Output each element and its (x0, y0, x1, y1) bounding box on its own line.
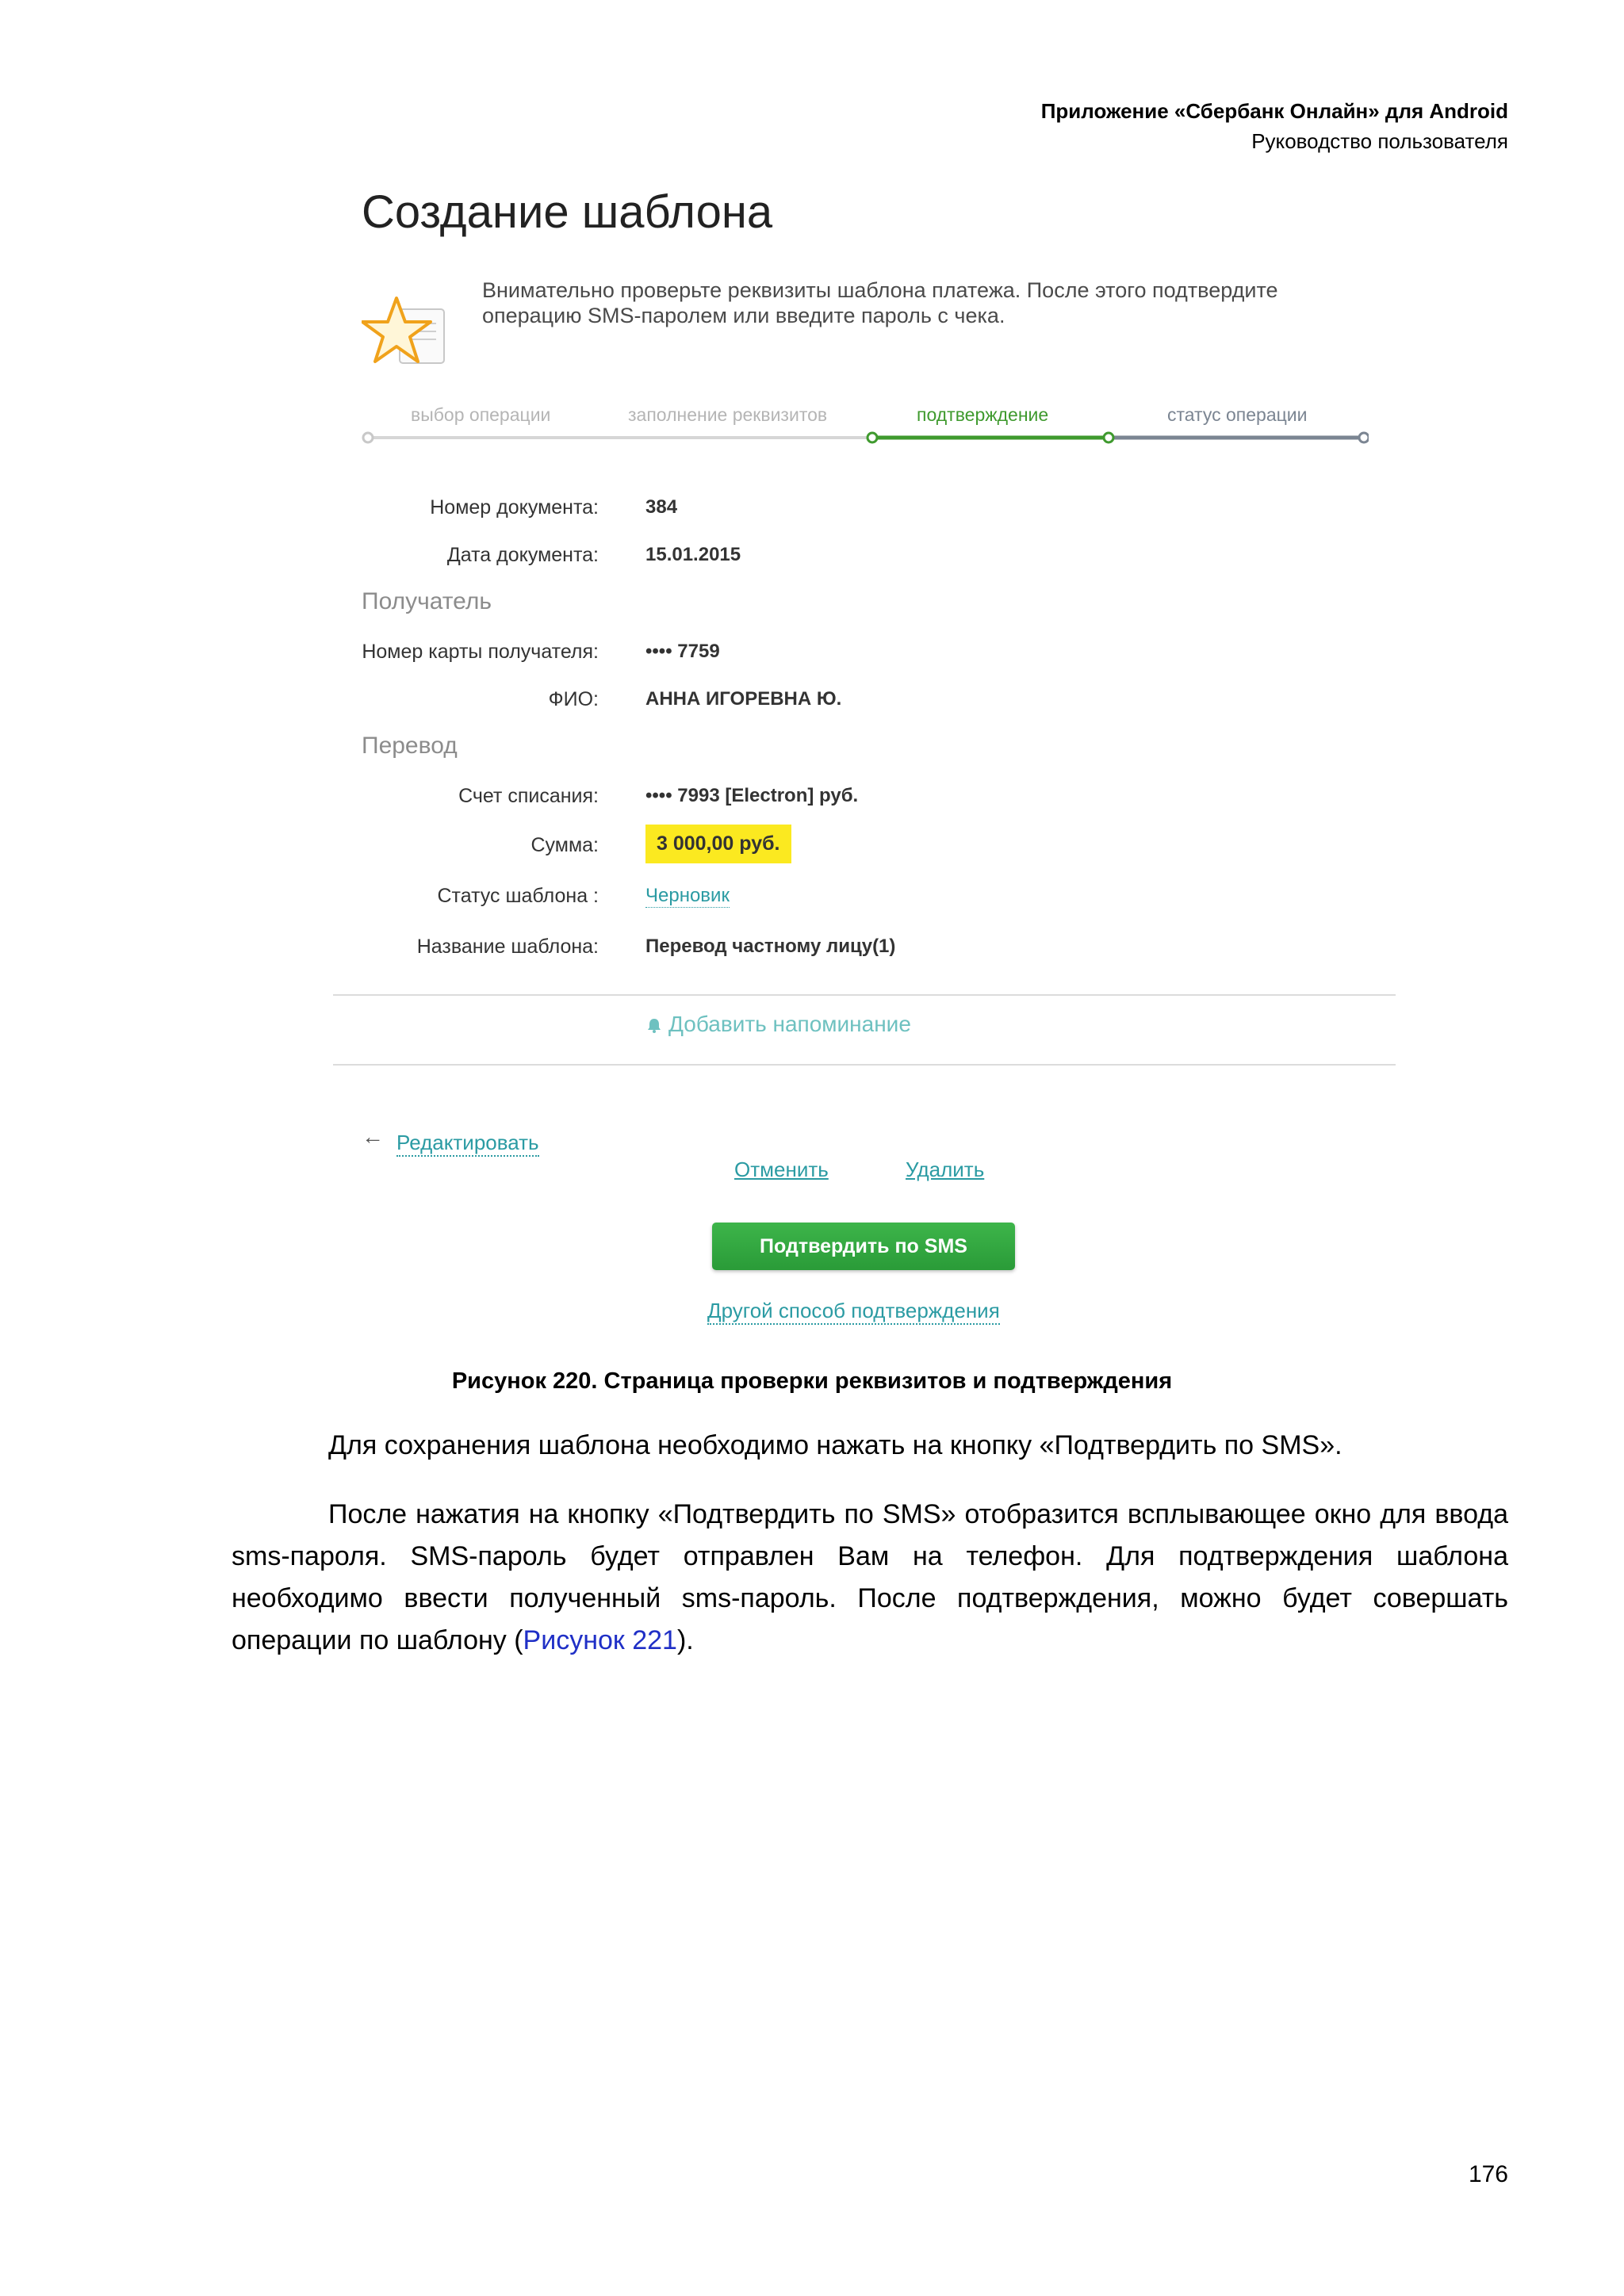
fio-row (333, 688, 1396, 720)
fio-value: АННА ИГОРЕВНА Ю. (645, 688, 842, 710)
divider-top (333, 994, 1396, 996)
card-number-label: Номер карты получателя: (362, 641, 599, 663)
template-name-row (333, 936, 1396, 967)
doc-date-label: Дата документа: (446, 544, 599, 566)
doc-date-row (333, 544, 1396, 576)
paragraph-2-text: После нажатия на кнопку «Подтвердить по SMS» отобразится всплывающее окно для ввода sms-пароля. SMS-пароль будет отправлен Вам на телефон. Для подтверждения шаблона необходимо ввести полученный sms-пароль. После подтверждения, можно будет совершать операции по шаблону ( (232, 1499, 1508, 1655)
card-number-value: •••• 7759 (645, 641, 720, 662)
bell-icon (646, 1017, 662, 1033)
progress-track (362, 428, 1369, 447)
paragraph-2-end: ). (676, 1625, 694, 1655)
header-subtitle: Руководство пользователя (1251, 129, 1508, 153)
amount-value: 3 000,00 руб. (645, 825, 791, 863)
edit-link[interactable]: Редактировать (396, 1131, 539, 1157)
figure-caption: Рисунок 220. Страница проверки реквизитов и подтверждения (451, 1368, 1173, 1394)
paragraph-1: Для сохранения шаблона необходимо нажать на кнопку «Подтвердить по SMS». (328, 1430, 1342, 1460)
add-reminder-link[interactable] (646, 1012, 911, 1037)
step-operation-status: статус операции (1167, 404, 1308, 425)
step-fill-details: заполнение реквизитов (628, 404, 828, 425)
section-transfer: Перевод (362, 733, 458, 759)
section-recipient: Получатель (362, 588, 492, 614)
status-draft-link[interactable]: Черновик (645, 885, 730, 906)
account-value: •••• 7993 [Electron] руб. (645, 785, 859, 806)
step-confirmation: подтверждение (917, 404, 1049, 425)
doc-number-row (333, 496, 1396, 528)
fio-label: ФИО: (548, 688, 599, 710)
status-row (333, 885, 1396, 916)
divider-bottom (333, 1064, 1396, 1066)
figure-reference-link[interactable]: Рисунок 221 (523, 1625, 677, 1655)
confirm-sms-button[interactable]: Подтвердить по SMS (712, 1223, 1015, 1270)
template-star-icon (362, 293, 449, 381)
card-number-row (333, 641, 1396, 672)
add-reminder-label: Добавить напоминание (668, 1012, 911, 1036)
amount-label: Сумма: (530, 834, 599, 856)
delete-link[interactable]: Удалить (906, 1158, 985, 1181)
page-title: Создание шаблона (362, 186, 773, 238)
page-number: 176 (1468, 2161, 1508, 2187)
back-arrow-icon: ← (362, 1124, 384, 1149)
account-label: Счет списания: (458, 785, 599, 807)
screenshot-figure (333, 174, 1396, 1348)
header-title: Приложение «Сбербанк Онлайн» для Android (1040, 99, 1508, 123)
intro-text: Внимательно проверьте реквизиты шаблона платежа. После этого подтвердите операцию SMS-паролем или введите пароль с чека. (482, 278, 1278, 327)
progress-steps (362, 404, 1361, 452)
other-method-link[interactable]: Другой способ подтверждения (707, 1299, 1000, 1325)
doc-number-value: 384 (645, 496, 678, 518)
amount-row (333, 834, 1396, 866)
doc-number-label: Номер документа: (430, 496, 599, 519)
paragraph-2 (232, 1494, 1508, 1662)
step-select-operation: выбор операции (411, 404, 551, 425)
status-label: Статус шаблона : (437, 885, 599, 907)
template-name-label: Название шаблона: (416, 936, 599, 958)
cancel-link[interactable]: Отменить (734, 1158, 829, 1181)
template-name-value: Перевод частному лицу(1) (645, 936, 896, 957)
doc-date-value: 15.01.2015 (645, 544, 741, 565)
account-row (333, 785, 1396, 817)
